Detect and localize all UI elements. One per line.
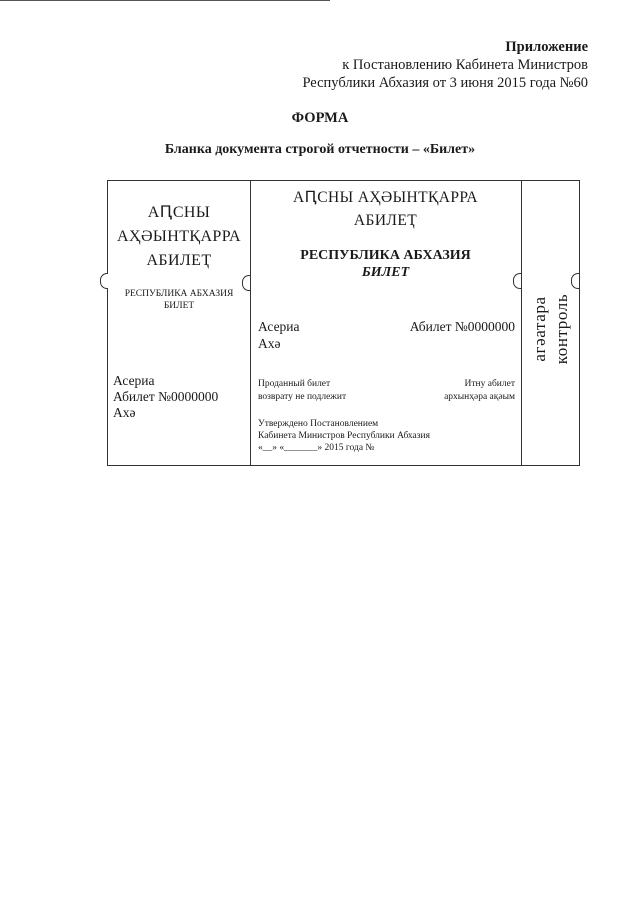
- control-label-line: агәатара: [529, 296, 549, 362]
- tear-notch: [100, 273, 108, 289]
- approval-line: «__» «_______» 2015 года №: [258, 443, 375, 453]
- form-label: ФОРМА: [291, 110, 349, 126]
- approval-line: Утверждено Постановлением: [258, 419, 379, 429]
- main-series-block: [258, 318, 300, 352]
- stub-ru-line: РЕСПУБЛИКА АБХАЗИЯ: [124, 289, 234, 299]
- stub-title-line: АБИЛЕҬ: [146, 252, 212, 269]
- header-line-1: к Постановлению Кабинета Министров: [342, 57, 588, 73]
- main-title-line: АԤСНЫ АҲӘЫНТҚАРРА: [293, 189, 478, 206]
- no-refund-ru-line: Проданный билет: [258, 379, 331, 389]
- approval-note: [258, 418, 430, 454]
- stub-title-line: АԤСНЫ: [147, 204, 211, 221]
- header-line-2: Республики Абхазия от 3 июня 2015 года №60: [302, 75, 588, 91]
- control-label: [529, 293, 573, 363]
- stub-ru-line: БИЛЕТ: [163, 301, 195, 311]
- form-subtitle: Бланка документа строгой отчетности – «Билет»: [164, 142, 476, 157]
- main-number-label: Абилет №0000000: [409, 319, 515, 334]
- stub-russian-caption: [108, 288, 250, 312]
- main-price-label: Ахә: [258, 336, 281, 351]
- top-rule: [0, 0, 330, 1]
- no-refund-ab-line: архынҳәра ақәым: [444, 391, 515, 402]
- stub-price-label: Ахә: [113, 405, 136, 420]
- approval-line: Кабинета Министров Республики Абхазия: [258, 431, 430, 441]
- document-header: [302, 38, 588, 92]
- main-ru-line: РЕСПУБЛИКА АБХАЗИЯ: [300, 248, 471, 263]
- stub-title: [108, 201, 250, 273]
- main-title: [250, 186, 521, 232]
- appendix-label: Приложение: [505, 39, 588, 55]
- control-label-line: контроль: [551, 293, 571, 364]
- main-ru-ticket-word: БИЛЕТ: [361, 265, 410, 280]
- stub-fields: [113, 373, 218, 421]
- stub-series-label: Асериа: [113, 373, 155, 388]
- ticket-form: [107, 180, 580, 466]
- no-refund-notice-ab: [444, 378, 515, 403]
- main-series-label: Асериа: [258, 319, 300, 334]
- no-refund-notice-ru: [258, 378, 346, 403]
- no-refund-ab-line: Итну абилет: [464, 379, 515, 389]
- main-russian-title: [250, 247, 521, 281]
- main-title-line: АБИЛЕҬ: [353, 212, 418, 229]
- control-stub: [522, 181, 579, 465]
- stub-title-line: АҲӘЫНТҚАРРА: [117, 228, 241, 245]
- stub-number-label: Абилет №0000000: [113, 389, 219, 404]
- no-refund-ru-line: возврату не подлежит: [258, 391, 347, 402]
